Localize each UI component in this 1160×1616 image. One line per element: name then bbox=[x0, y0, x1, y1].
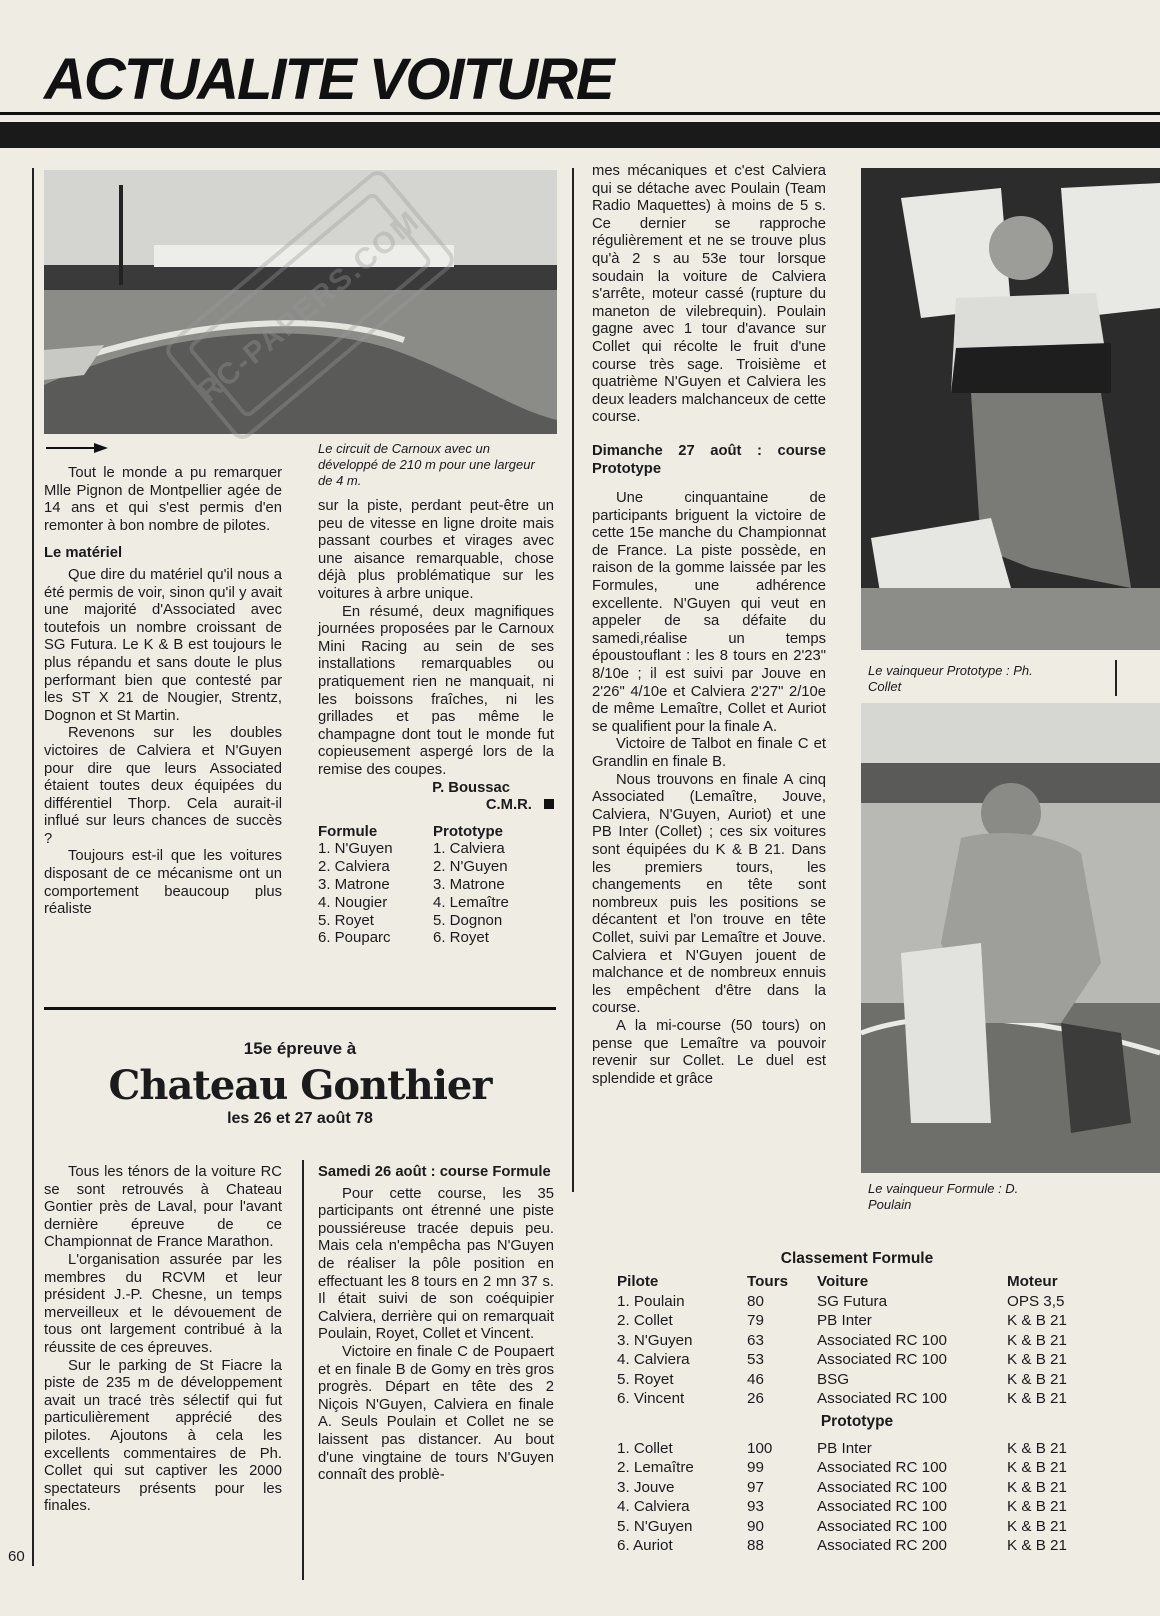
circuit-photo-caption: Le circuit de Carnoux avec un développé de 210 m pour une largeur de 4 m. bbox=[318, 441, 535, 488]
cell-moteur: K & B 21 bbox=[1007, 1537, 1067, 1554]
column-divider-right bbox=[1115, 660, 1117, 696]
header-voiture: Voiture bbox=[817, 1273, 869, 1290]
cell-moteur: K & B 21 bbox=[1007, 1517, 1067, 1535]
winner-prototype-caption: Le vainqueur Prototype : Ph. Collet bbox=[868, 663, 1033, 694]
cell-tours: 63 bbox=[747, 1331, 764, 1349]
header-moteur: Moteur bbox=[1007, 1273, 1058, 1290]
cell-voiture: Associated RC 100 bbox=[817, 1498, 948, 1515]
article2-kicker: 15e épreuve à bbox=[243, 1039, 357, 1058]
column-2 bbox=[318, 498, 554, 947]
cell-moteur: K & B 21 bbox=[1007, 1439, 1067, 1457]
cell-moteur: K & B 21 bbox=[1007, 1370, 1067, 1388]
classement-proto-title: Prototype bbox=[820, 1412, 894, 1430]
table-row bbox=[617, 1439, 1097, 1459]
article2-a-paragraph-3: Sur le parking de St Fiacre la piste de 235 m de développement avait un tracé très sélectif qui fut particulièrement apprécié des pilotes. Ajoutons à cela les excellents commentaires de Ph. Collet qui sut captiver les 2000 spectateurs présents pour les finales. bbox=[44, 1357, 282, 1515]
col1-heading-materiel: Le matériel bbox=[44, 545, 123, 562]
article2-dates: les 26 et 27 août 78 bbox=[227, 1110, 373, 1127]
table-row bbox=[617, 1331, 1097, 1351]
table-row bbox=[617, 1517, 1097, 1537]
article2-column-divider bbox=[302, 1160, 304, 1580]
results-formule-3: 3. Matrone bbox=[318, 876, 390, 894]
cell-tours: 53 bbox=[747, 1351, 764, 1368]
cell-moteur: K & B 21 bbox=[1007, 1331, 1067, 1349]
table-row bbox=[617, 1370, 1097, 1390]
cell-voiture: Associated RC 100 bbox=[817, 1351, 948, 1368]
table-row bbox=[617, 1311, 1097, 1331]
cell-voiture: PB Inter bbox=[817, 1312, 872, 1329]
column-1 bbox=[44, 465, 282, 919]
column-divider-left bbox=[32, 168, 34, 1566]
cell-moteur: K & B 21 bbox=[1007, 1459, 1067, 1476]
col3-paragraph-1: mes mécaniques et c'est Calviera qui se détache avec Poulain (Team Radio Maquettes) à moins de 5 s. Ce dernier se rapproche régulièrement et ne se trouve plus qu'à 2 s au 53e tour lorsque soudain la voiture de Calviera s'arrête, moteur cassé (rupture du maneton de vilebrequin). Poulain gagne avec 1 tour d'avance sur Collet qui récolte le fruit d'une course très sage. Troisième et quatrième N'Guyen et Calviera les deux leaders malchanceux de cette course. bbox=[592, 163, 826, 426]
col2-signature-club-row bbox=[318, 797, 554, 815]
col1-paragraph-3: Revenons sur les doubles victoires de Calviera et N'Guyen pour dire que leurs Associated étaient toutes deux équipées du différentiel Thorp. Cela aurait-il influé sur leurs chances de succès ? bbox=[44, 725, 282, 847]
header-tours: Tours bbox=[747, 1273, 789, 1290]
cell-pilote: 1. Poulain bbox=[617, 1292, 685, 1310]
article2-b-paragraph-2: Victoire en finale C de Poupaert et en finale B de Gomy en très gros progrès. Départ en tête des 2 Niçois N'Guyen, Calviera en finale A. Seuls Poulain et Collet ne se laissent pas distancer. Au bout d'une vingtaine de tours N'Guyen connaît des problè- bbox=[318, 1343, 554, 1484]
winner-prototype-image bbox=[861, 168, 1160, 650]
col3-heading-prototype: Dimanche 27 août : course Prototype bbox=[592, 442, 826, 477]
classement-proto-table bbox=[617, 1439, 1097, 1556]
col2-paragraph-2: En résumé, deux magnifiques journées proposées par le Carnoux Mini Racing au sein de ses installations remarquables ou pratiquement rien ne manquait, ni les boissons fraîches, ni les grillades et pas même le champagne dont tout le monde fut copieusement aspergé lors de la remise des coupes. bbox=[318, 603, 554, 778]
results-formule-5: 5. Royet bbox=[318, 911, 374, 929]
cell-pilote: 6. Vincent bbox=[617, 1390, 685, 1407]
cell-moteur: K & B 21 bbox=[1007, 1478, 1067, 1496]
results-formule-2: 2. Calviera bbox=[318, 858, 390, 876]
article2-column-b bbox=[318, 1164, 554, 1485]
results-proto-3: 3. Matrone bbox=[433, 876, 505, 894]
table-row bbox=[617, 1350, 1097, 1370]
col3-paragraph-2: Une cinquantaine de participants briguent la victoire de cette 15e manche du Championnat de France. La piste possède, en raison de la gomme laissée par les Formules, une adhérence excellente. N'Guyen qui veut en appeler de sa défaite du samedi,réalise un temps époustouflant : les 8 tours en 2'23" 8/10e ; il est suivi par Jouve en 2'26" 4/10e et Calviera 2'27" 2/10e de même Lemaître, Collet et Auriot se qualifient pour la finale A. bbox=[592, 490, 826, 735]
results-proto-5: 5. Dognon bbox=[433, 911, 503, 929]
column-divider-mid bbox=[572, 168, 574, 1192]
col2-paragraph-1: sur la piste, perdant peut-être un peu de vitesse en ligne droite mais passant courbes et virages avec une aisance remarquable, chose déjà plus problématique sur les voitures à arbre unique. bbox=[318, 498, 554, 602]
cell-voiture: Associated RC 100 bbox=[817, 1517, 948, 1535]
article2-column-a bbox=[44, 1164, 282, 1516]
cell-pilote: 5. Royet bbox=[617, 1370, 674, 1388]
table-row bbox=[617, 1292, 1097, 1312]
cell-tours: 79 bbox=[747, 1312, 764, 1329]
article2-b-heading: Samedi 26 août : course Formule bbox=[318, 1164, 551, 1180]
cell-moteur: K & B 21 bbox=[1007, 1390, 1067, 1407]
cell-pilote: 1. Collet bbox=[617, 1439, 673, 1457]
table-row bbox=[617, 1536, 1097, 1556]
results-proto-6: 6. Royet bbox=[433, 929, 489, 947]
header-pilote: Pilote bbox=[617, 1273, 659, 1290]
end-square-icon bbox=[544, 799, 554, 809]
cell-voiture: Associated RC 100 bbox=[817, 1459, 948, 1476]
results-formule-4: 4. Nougier bbox=[318, 893, 388, 911]
cell-moteur: K & B 21 bbox=[1007, 1312, 1067, 1329]
table-row bbox=[617, 1478, 1097, 1498]
cell-voiture: Associated RC 100 bbox=[817, 1478, 948, 1496]
col3-paragraph-3: Victoire de Talbot en finale C et Grandlin en finale B. bbox=[592, 736, 826, 770]
col1-paragraph-2: Que dire du matériel qu'il nous a été permis de voir, sinon qu'il y avait une majorité d'Associated avec toutefois un nombre croissant de SG Futura. Le K & B est toujours le plus répandu et sans doute le plus performant bien que contesté par les ST X 21 de Nougier, Strentz, Dognon et St Martin. bbox=[44, 566, 282, 724]
cell-pilote: 4. Calviera bbox=[617, 1498, 690, 1515]
results-proto-head: Prototype bbox=[433, 822, 504, 840]
results-proto-1: 1. Calviera bbox=[433, 840, 505, 858]
classement-block bbox=[617, 1250, 1097, 1556]
cell-pilote: 2. Collet bbox=[617, 1312, 673, 1329]
article2-b-paragraph-1: Pour cette course, les 35 participants ont étrenné une piste poussiéreuse tracée depuis peu. Mais cela n'empêcha pas N'Guyen de réaliser la pôle position en effectuant les 8 tours en 2 mn 37 s. Il était suivi de son coéquipier Calviera, derrière qui on remarquait Poulain, Royet, Collet et Vincent. bbox=[318, 1185, 554, 1343]
cell-pilote: 3. Jouve bbox=[617, 1478, 675, 1496]
cell-voiture: Associated RC 100 bbox=[817, 1390, 948, 1407]
cell-tours: 26 bbox=[747, 1390, 764, 1407]
page-title: ACTUALITE VOITURE bbox=[44, 47, 613, 112]
column-3 bbox=[592, 163, 826, 1088]
cell-moteur: K & B 21 bbox=[1007, 1351, 1067, 1368]
cell-pilote: 2. Lemaître bbox=[617, 1459, 694, 1476]
signature-author: P. Boussac bbox=[432, 779, 510, 796]
cell-voiture: SG Futura bbox=[817, 1292, 888, 1310]
table-row bbox=[617, 1389, 1097, 1409]
cell-tours: 99 bbox=[747, 1459, 764, 1476]
table-row bbox=[617, 1497, 1097, 1517]
cell-pilote: 5. N'Guyen bbox=[617, 1517, 693, 1535]
watermark-text: RC-PAPERS.COM bbox=[191, 204, 427, 409]
cell-moteur: K & B 21 bbox=[1007, 1498, 1067, 1515]
results-proto-4: 4. Lemaître bbox=[433, 893, 509, 911]
col1-paragraph-1: Tout le monde a pu remarquer Mlle Pignon de Montpellier agée de 14 ans et qui s'est permis d'en remonter à bon nombre de pilotes. bbox=[44, 465, 282, 534]
cell-pilote: 6. Auriot bbox=[617, 1537, 673, 1554]
results-formule-6: 6. Pouparc bbox=[318, 929, 391, 947]
cell-moteur: OPS 3,5 bbox=[1007, 1292, 1065, 1310]
results-formule-head: Formule bbox=[318, 822, 378, 840]
carnoux-results-table bbox=[318, 823, 554, 948]
article2-title: Chateau Gonthier bbox=[108, 1062, 492, 1109]
cell-voiture: PB Inter bbox=[817, 1439, 872, 1457]
col3-paragraph-5: A la mi-course (50 tours) on pense que Lemaître va pouvoir revenir sur Collet. Le duel est splendide et grâce bbox=[592, 1017, 826, 1087]
cell-tours: 93 bbox=[747, 1498, 764, 1515]
cell-tours: 97 bbox=[747, 1478, 764, 1496]
cell-voiture: Associated RC 100 bbox=[817, 1331, 948, 1349]
cell-voiture: BSG bbox=[817, 1370, 850, 1388]
cell-voiture: Associated RC 200 bbox=[817, 1537, 948, 1554]
winner-formule-image bbox=[861, 703, 1160, 1173]
page-number: 60 bbox=[8, 1548, 25, 1565]
col3-paragraph-4: Nous trouvons en finale A cinq Associated (Lemaître, Jouve, Calviera, N'Guyen, Auriot) et une PB Inter (Collet) ; ces six voitures sont équipées du K & B 21. Dans les premiers tours, les changements en tête sont nombreux puis les positions se décantent et l'on trouve en tête Collet, suivi par Lemaître et Jouve. Calviera et N'Guyen jouent de malchance et de nombreux ennuis les empêchent d'être dans la course. bbox=[592, 771, 826, 1017]
cell-tours: 88 bbox=[747, 1537, 764, 1554]
winner-formule-photo bbox=[861, 703, 1160, 1173]
signature-club: C.M.R. bbox=[485, 797, 532, 814]
cell-pilote: 4. Calviera bbox=[617, 1351, 690, 1368]
article2-a-paragraph-1: Tous les ténors de la voiture RC se sont retrouvés à Chateau Gontier près de Laval, pour l'avant dernière épreuve de ce Championnat de France Marathon. bbox=[44, 1164, 282, 1251]
table-row bbox=[617, 1458, 1097, 1478]
cell-pilote: 3. N'Guyen bbox=[617, 1331, 693, 1349]
col2-signature bbox=[318, 780, 554, 798]
results-proto-2: 2. N'Guyen bbox=[433, 858, 508, 876]
article-divider bbox=[44, 1007, 556, 1010]
header-rule-thick bbox=[0, 122, 1160, 148]
cell-tours: 80 bbox=[747, 1292, 764, 1310]
classement-formule-title: Classement Formule bbox=[780, 1250, 934, 1267]
winner-formule-caption: Le vainqueur Formule : D. Poulain bbox=[868, 1181, 1019, 1212]
classement-header-row bbox=[617, 1272, 1097, 1292]
winner-prototype-photo bbox=[861, 168, 1160, 650]
article2-a-paragraph-2: L'organisation assurée par les membres du RCVM et leur président J.-P. Chesne, un temps merveilleux et le dévouement de tous ont largement contribué à la réussite de ces épreuves. bbox=[44, 1251, 282, 1356]
cell-tours: 100 bbox=[747, 1439, 773, 1457]
header-rule-thin bbox=[0, 112, 1160, 115]
watermark-stamp bbox=[130, 150, 490, 460]
arrow-icon bbox=[46, 440, 110, 461]
cell-tours: 46 bbox=[747, 1370, 764, 1388]
classement-formule-table bbox=[617, 1272, 1097, 1409]
col1-paragraph-4: Toujours est-il que les voitures disposant de ce mécanisme ont un comportement beaucoup plus réaliste bbox=[44, 848, 282, 918]
results-formule-1: 1. N'Guyen bbox=[318, 840, 393, 858]
cell-tours: 90 bbox=[747, 1517, 764, 1535]
